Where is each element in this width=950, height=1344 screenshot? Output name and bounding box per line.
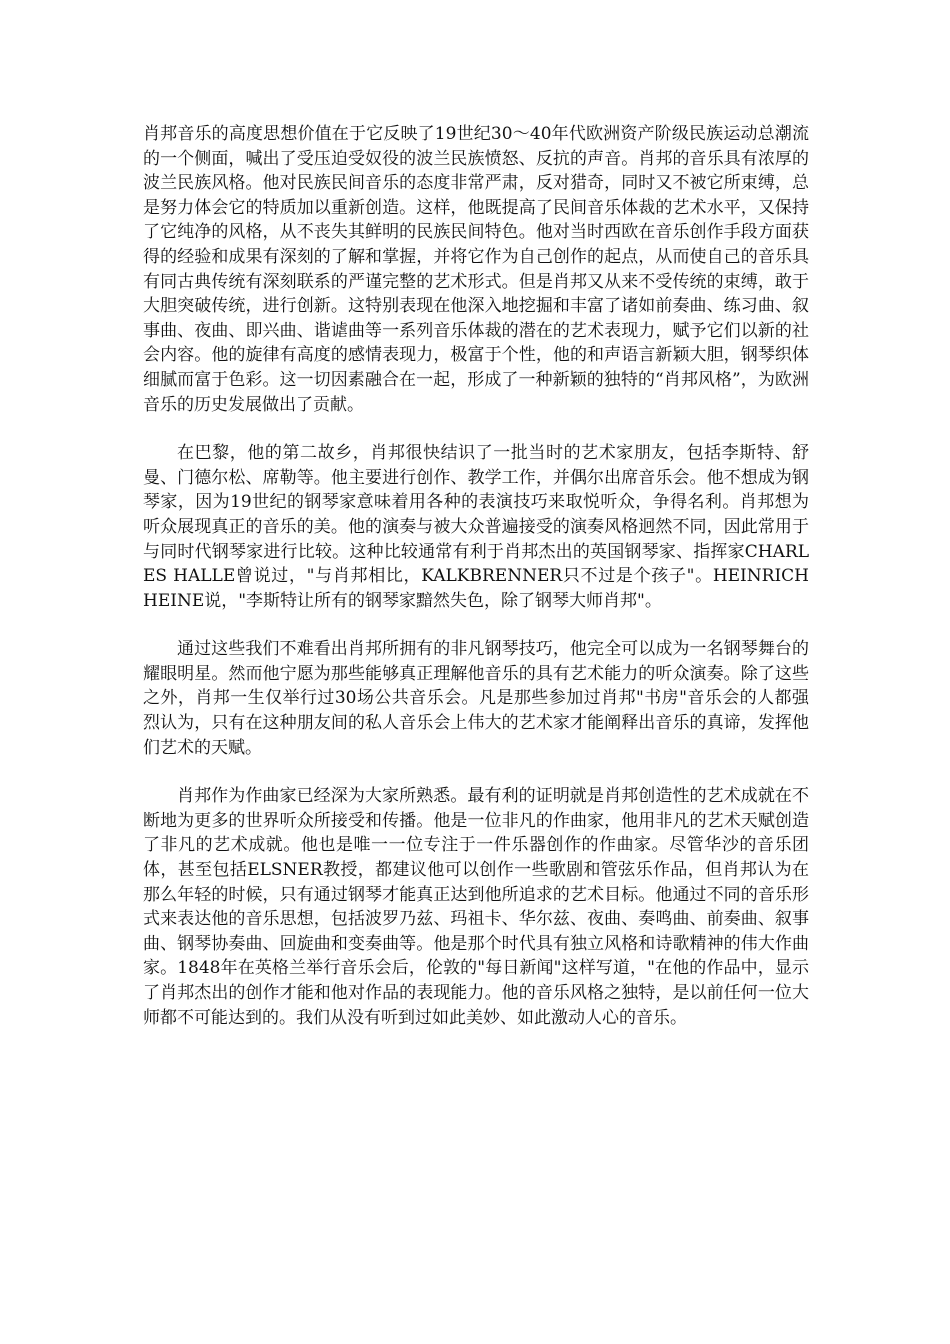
paragraph-4: 肖邦作为作曲家已经深为大家所熟悉。最有利的证明就是肖邦创造性的艺术成就在不断地为更多的世界听众所接受和传播。他是一位非凡的作曲家，他用非凡的艺术天赋创造了非凡的艺术成就。他也是唯一一位专注于一件乐器创作的作曲家。尽管华沙的音乐团体，甚至包括ELSNER教授，都建议他可以创作一些歌剧和管弦乐作品，但肖邦认为在那么年轻的时候，只有通过钢琴才能真正达到他所追求的艺术目标。他通过不同的音乐形式来表达他的音乐思想，包括波罗乃兹、玛祖卡、华尔兹、夜曲、奏鸣曲、前奏曲、叙事曲、钢琴协奏曲、回旋曲和变奏曲等。他是那个时代具有独立风格和诗歌精神的伟大作曲家。1848年在英格兰举行音乐会后，伦敦的"每日新闻"这样写道，"在他的作品中，显示了肖邦杰出的创作才能和他对作品的表现能力。他的音乐风格之独特，是以前任何一位大师都不可能达到的。我们从没有听到过如此美妙、如此激动人心的音乐。 [143,786,809,1028]
paragraph-3: 通过这些我们不难看出肖邦所拥有的非凡钢琴技巧，他完全可以成为一名钢琴舞台的耀眼明星。然而他宁愿为那些能够真正理解他音乐的具有艺术能力的听众演奏。除了这些之外，肖邦一生仅举行过30场公共音乐会。凡是那些参加过肖邦"书房"音乐会的人都强烈认为，只有在这种朋友间的私人音乐会上伟大的艺术家才能阐释出音乐的真谛，发挥他们艺术的天赋。 [143,639,809,758]
paragraph-1: 肖邦音乐的高度思想价值在于它反映了19世纪30～40年代欧洲资产阶级民族运动总潮流的一个侧面，喊出了受压迫受奴役的波兰民族愤怒、反抗的声音。肖邦的音乐具有浓厚的波兰民族风格。他对民族民间音乐的态度非常严肃，反对猎奇，同时又不被它所束缚，总是努力体会它的特质加以重新创造。这样，他既提高了民间音乐体裁的艺术水平，又保持了它纯净的风格，从不丧失其鲜明的民族民间特色。他对当时西欧在音乐创作手段方面获得的经验和成果有深刻的了解和掌握，并将它作为自己创作的起点，从而使自己的音乐具有同古典传统有深刻联系的严谨完整的艺术形式。但是肖邦又从来不受传统的束缚，敢于大胆突破传统，进行创新。这特别表现在他深入地挖掘和丰富了诸如前奏曲、练习曲、叙事曲、夜曲、即兴曲、谐谑曲等一系列音乐体裁的潜在的艺术表现力，赋予它们以新的社会内容。他的旋律有高度的感情表现力，极富于个性，他的和声语言新颖大胆，钢琴织体细腻而富于色彩。这一切因素融合在一起，形成了一种新颖的独特的“肖邦风格”，为欧洲音乐的历史发展做出了贡献。 [143,124,809,415]
document-body [143,122,809,1054]
paragraph-2: 在巴黎，他的第二故乡，肖邦很快结识了一批当时的艺术家朋友，包括李斯特、舒曼、门德尔松、席勒等。他主要进行创作、教学工作，并偶尔出席音乐会。他不想成为钢琴家，因为19世纪的钢琴家意味着用各种的表演技巧来取悦听众，争得名利。肖邦想为听众展现真正的音乐的美。他的演奏与被大众普遍接受的演奏风格迥然不同，因此常用于与同时代钢琴家进行比较。这种比较通常有利于肖邦杰出的英国钢琴家、指挥家CHARLES HALLE曾说过，"与肖邦相比，KALKBRENNER只不过是个孩子"。HEINRICH HEINE说，"李斯特让所有的钢琴家黯然失色，除了钢琴大师肖邦"。 [143,443,809,611]
